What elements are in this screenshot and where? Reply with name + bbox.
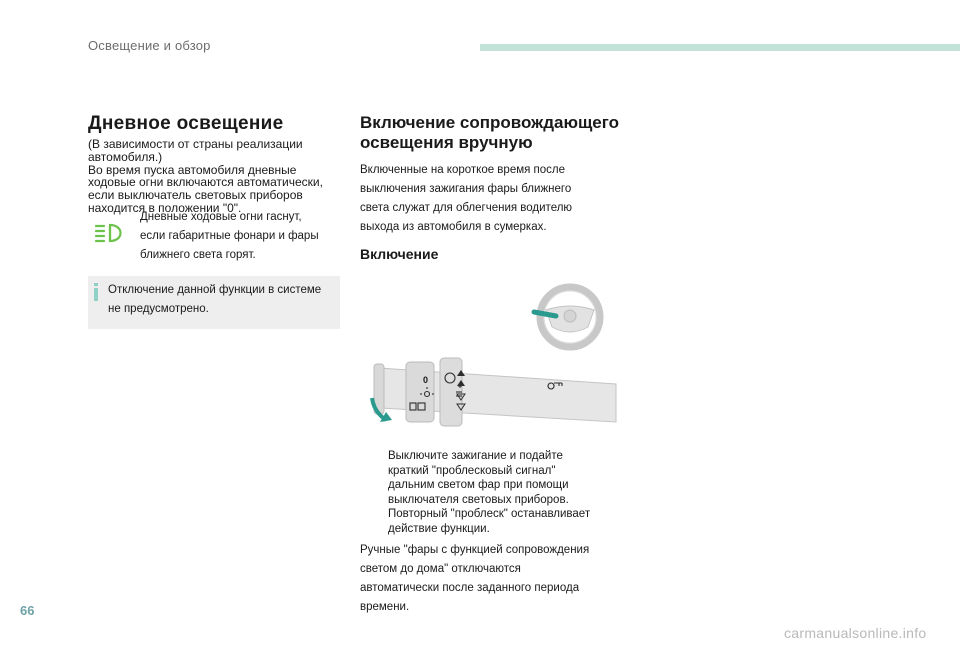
text-line: Повторный "проблеск" останавливает <box>388 508 591 520</box>
text-line: (В зависимости от страны реализации <box>88 137 303 151</box>
text-line: находится в положении "0". <box>88 200 242 215</box>
switch-position-zero-label: 0 <box>423 375 429 385</box>
text-line: если габаритные фонари и фары <box>140 230 319 242</box>
text-line: Дневные ходовые огни гаснут, <box>140 211 302 223</box>
text-line: выключения зажигания фары ближнего <box>360 183 572 195</box>
text-line: дальним светом фар при помощи <box>388 479 569 491</box>
text-line: автоматически после заданного периода <box>360 582 580 594</box>
text-line: не предусмотрено. <box>108 303 209 315</box>
final-paragraph <box>360 541 630 617</box>
daytime-intro <box>88 138 348 215</box>
text-line: автомобиля.) <box>88 149 163 164</box>
page-number: 66 <box>20 603 35 618</box>
heading-follow-me-home <box>360 113 619 153</box>
text-line: действие функции. <box>388 522 490 535</box>
text-line: Отключение данной функции в системе <box>108 284 322 296</box>
text-line: Выключите зажигание и подайте <box>388 450 563 462</box>
header-accent-bar <box>480 44 960 51</box>
text-line: выключателя световых приборов. <box>388 493 569 506</box>
text-line: Во время пуска автомобиля дневные <box>88 162 297 177</box>
daytime-running-lights-icon <box>94 222 126 244</box>
text-line: света служат для облегчения водителю <box>360 202 573 214</box>
drl-description <box>140 208 350 265</box>
bullet-item <box>366 507 616 536</box>
text-line: времени. <box>360 601 410 613</box>
heading-daytime-lights: Дневное освещение <box>88 113 284 134</box>
heading-line: освещения вручную <box>360 133 533 152</box>
heading-line: Включение сопровождающего <box>360 113 620 132</box>
info-icon <box>92 283 100 301</box>
lighting-stalk-illustration <box>366 356 618 428</box>
follow-me-intro <box>360 161 620 237</box>
text-line: Включенные на короткое время после <box>360 164 566 176</box>
text-line: ближнего света горят. <box>140 249 256 261</box>
text-line: краткий "проблесковый сигнал" <box>388 464 556 477</box>
subheading-activation: Включение <box>360 246 439 262</box>
bullet-item <box>366 449 616 507</box>
steering-wheel-illustration <box>528 282 608 352</box>
text-line: ходовые огни включаются автоматически, <box>88 175 323 190</box>
text-line: светом до дома" отключаются <box>360 563 521 575</box>
section-title: Освещение и обзор <box>88 38 211 53</box>
note-text <box>108 281 340 319</box>
text-line: если выключатель световых приборов <box>88 188 303 203</box>
text-line: выхода из автомобиля в сумерках. <box>360 221 547 233</box>
text-line: Ручные "фары с функцией сопровождения <box>360 544 590 556</box>
watermark: carmanualsonline.info <box>784 625 927 641</box>
